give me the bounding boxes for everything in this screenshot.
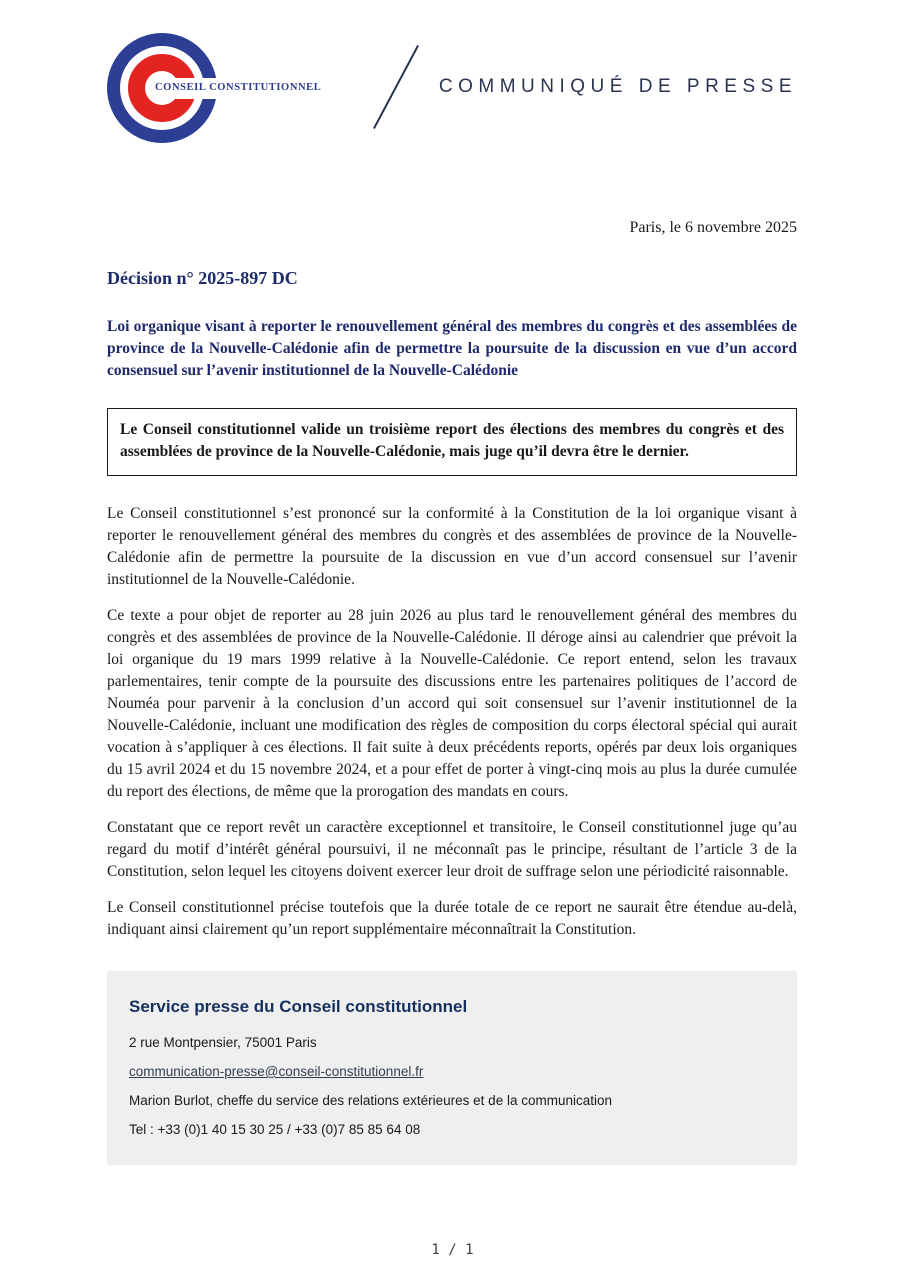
decision-title: Décision n° 2025-897 DC [107,268,298,288]
body-paragraph: Ce texte a pour objet de reporter au 28 juin 2026 au plus tard le renouvellement général des membres du congrès et des assemblées de province de la Nouvelle-Calédonie. Il déroge ainsi au calendrier que prévoit la loi organique du 19 mars 1999 relative à la Nouvelle-Calédonie. Ce report entend, selon les travaux parlementaires, tenir compte de la poursuite des discussions entre les partenaires politiques de l’accord de Nouméa pour parvenir à la conclusion d’un accord qui soit consensuel sur l’avenir institutionnel de la Nouvelle-Calédonie, incluant une modification des règles de composition du corps électoral spécial qui aurait vocation à s’appliquer à ces élections. Il fait suite à deux précédents reports, opérés par deux lois organiques du 15 avril 2024 et du 15 novembre 2024, et a pour effet de porter à vingt-cinq mois au plus la durée cumulée du report des élections, de même que la prorogation des mandats en cours. [107,606,797,800]
press-contact-phone: Tel : +33 (0)1 40 15 30 25 / +33 (0)7 85 85 64 08 [129,1121,421,1137]
document-header [107,0,797,145]
body-text [107,503,797,941]
communique-de-presse-label: COMMUNIQUÉ DE PRESSE [438,76,797,97]
logo-wordmark: CONSEIL CONSTITUTIONNEL [155,82,322,93]
body-paragraph: Constatant que ce report revêt un caractère exceptionnel et transitoire, le Conseil constitutionnel juge qu’au regard du motif d’intérêt général poursuivi, il ne méconnaît pas le principe, résultant de l’article 3 de la Constitution, selon lequel les citoyens doivent exercer leur droit de suffrage selon une périodicité raisonnable. [107,818,797,880]
dateline: Paris, le 6 novembre 2025 [629,219,797,236]
press-contact-email-line [129,1064,775,1079]
press-contact-person: Marion Burlot, cheffe du service des relations extérieures et de la communication [129,1092,612,1108]
page-indicator: 1 / 1 [431,1242,474,1258]
decision-subtitle: Loi organique visant à reporter le renouvellement général des membres du congrès et des assemblées de province de la Nouvelle-Calédonie afin de permettre la poursuite de la discussion en vue d’un accord consensuel sur l’avenir institutionnel de la Nouvelle-Calédonie [107,318,797,379]
communique-header [373,40,797,134]
conseil-constitutionnel-logo [107,33,322,143]
press-contact-heading: Service presse du Conseil constitutionnel [129,996,468,1016]
press-contact-box [107,971,797,1165]
press-contact-email-link[interactable]: communication-presse@conseil-constitutionnel.fr [129,1063,424,1079]
body-paragraph: Le Conseil constitutionnel précise toutefois que la durée totale de ce report ne saurait être étendue au-delà, indiquant ainsi clairement qu’un report supplémentaire méconnaîtrait la Constitution. [107,898,797,938]
body-paragraph: Le Conseil constitutionnel s’est prononcé sur la conformité à la Constitution de la loi organique visant à reporter le renouvellement général des membres du congrès et des assemblées de province de la Nouvelle-Calédonie afin de permettre la poursuite de la discussion en vue d’un accord consensuel sur l’avenir institutionnel de la Nouvelle-Calédonie. [107,504,797,588]
press-contact-address: 2 rue Montpensier, 75001 Paris [129,1034,317,1050]
decision-summary-box: Le Conseil constitutionnel valide un troisième report des élections des membres du congrès et des assemblées de province de la Nouvelle-Calédonie, mais juge qu’il devra être le dernier. [107,408,797,476]
